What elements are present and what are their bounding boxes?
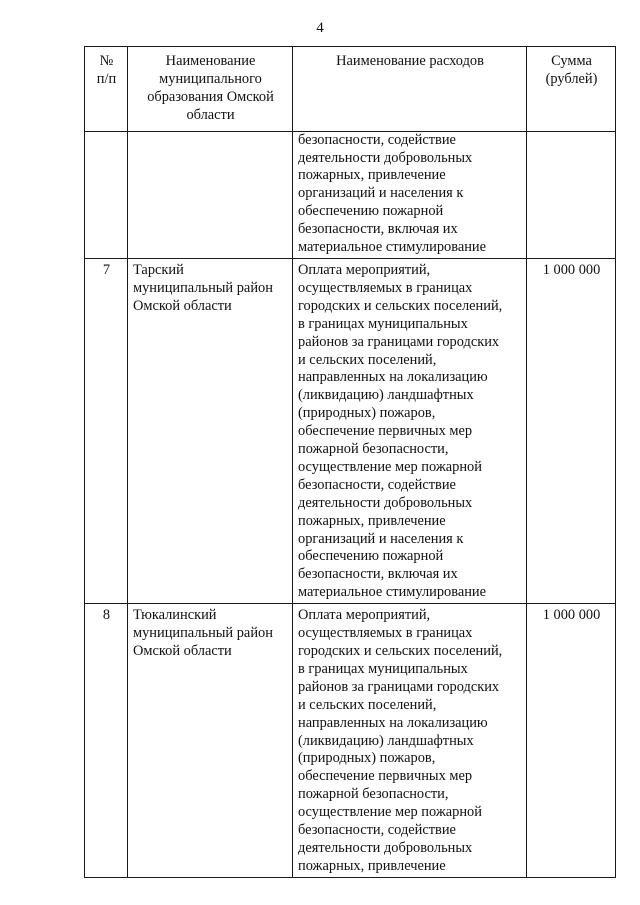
expenses-table (84, 46, 616, 878)
table-body (85, 131, 616, 877)
row-municipality: Тюкалинский муниципальный район Омской области (128, 604, 293, 878)
row-expense: Оплата мероприятий, осуществляемых в границах городских и сельских поселений, в границах муниципальных районов за границами городских и сельских поселений, направленных на локализацию (ликвидацию) ландшафтных (природных) пожаров, обеспечение первичных мер пожарной безопасности, осуществление мер пожарной безопасности, содействие деятельности добровольных пожарных, привлечение (293, 604, 527, 878)
row-amount: 1 000 000 (527, 258, 616, 603)
row-expense: безопасности, содействие деятельности добровольных пожарных, привлечение организаций и населения к обеспечению пожарной безопасности, включая их материальное стимулирование (293, 131, 527, 258)
row-number (85, 131, 128, 258)
header-municipality: Наименование муниципального образования Омской области (128, 47, 293, 132)
table-row (85, 258, 616, 603)
row-number: 8 (85, 604, 128, 878)
table-row (85, 131, 616, 258)
row-number: 7 (85, 258, 128, 603)
table-header-row (85, 47, 616, 132)
header-expense: Наименование расходов (293, 47, 527, 132)
header-amount: Сумма (рублей) (527, 47, 616, 132)
row-amount (527, 131, 616, 258)
page-number: 4 (316, 20, 324, 36)
row-expense: Оплата мероприятий, осуществляемых в границах городских и сельских поселений, в границах муниципальных районов за границами городских и сельских поселений, направленных на локализацию (ликвидацию) ландшафтных (природных) пожаров, обеспечение первичных мер пожарной безопасности, осуществление мер пожарной безопасности, содействие деятельности добровольных пожарных, привлечение организаций и населения к обеспечению пожарной безопасности, включая их материальное стимулирование (293, 258, 527, 603)
table-row (85, 604, 616, 878)
row-municipality (128, 131, 293, 258)
header-number: № п/п (85, 47, 128, 132)
row-amount: 1 000 000 (527, 604, 616, 878)
row-municipality: Тарский муниципальный район Омской области (128, 258, 293, 603)
